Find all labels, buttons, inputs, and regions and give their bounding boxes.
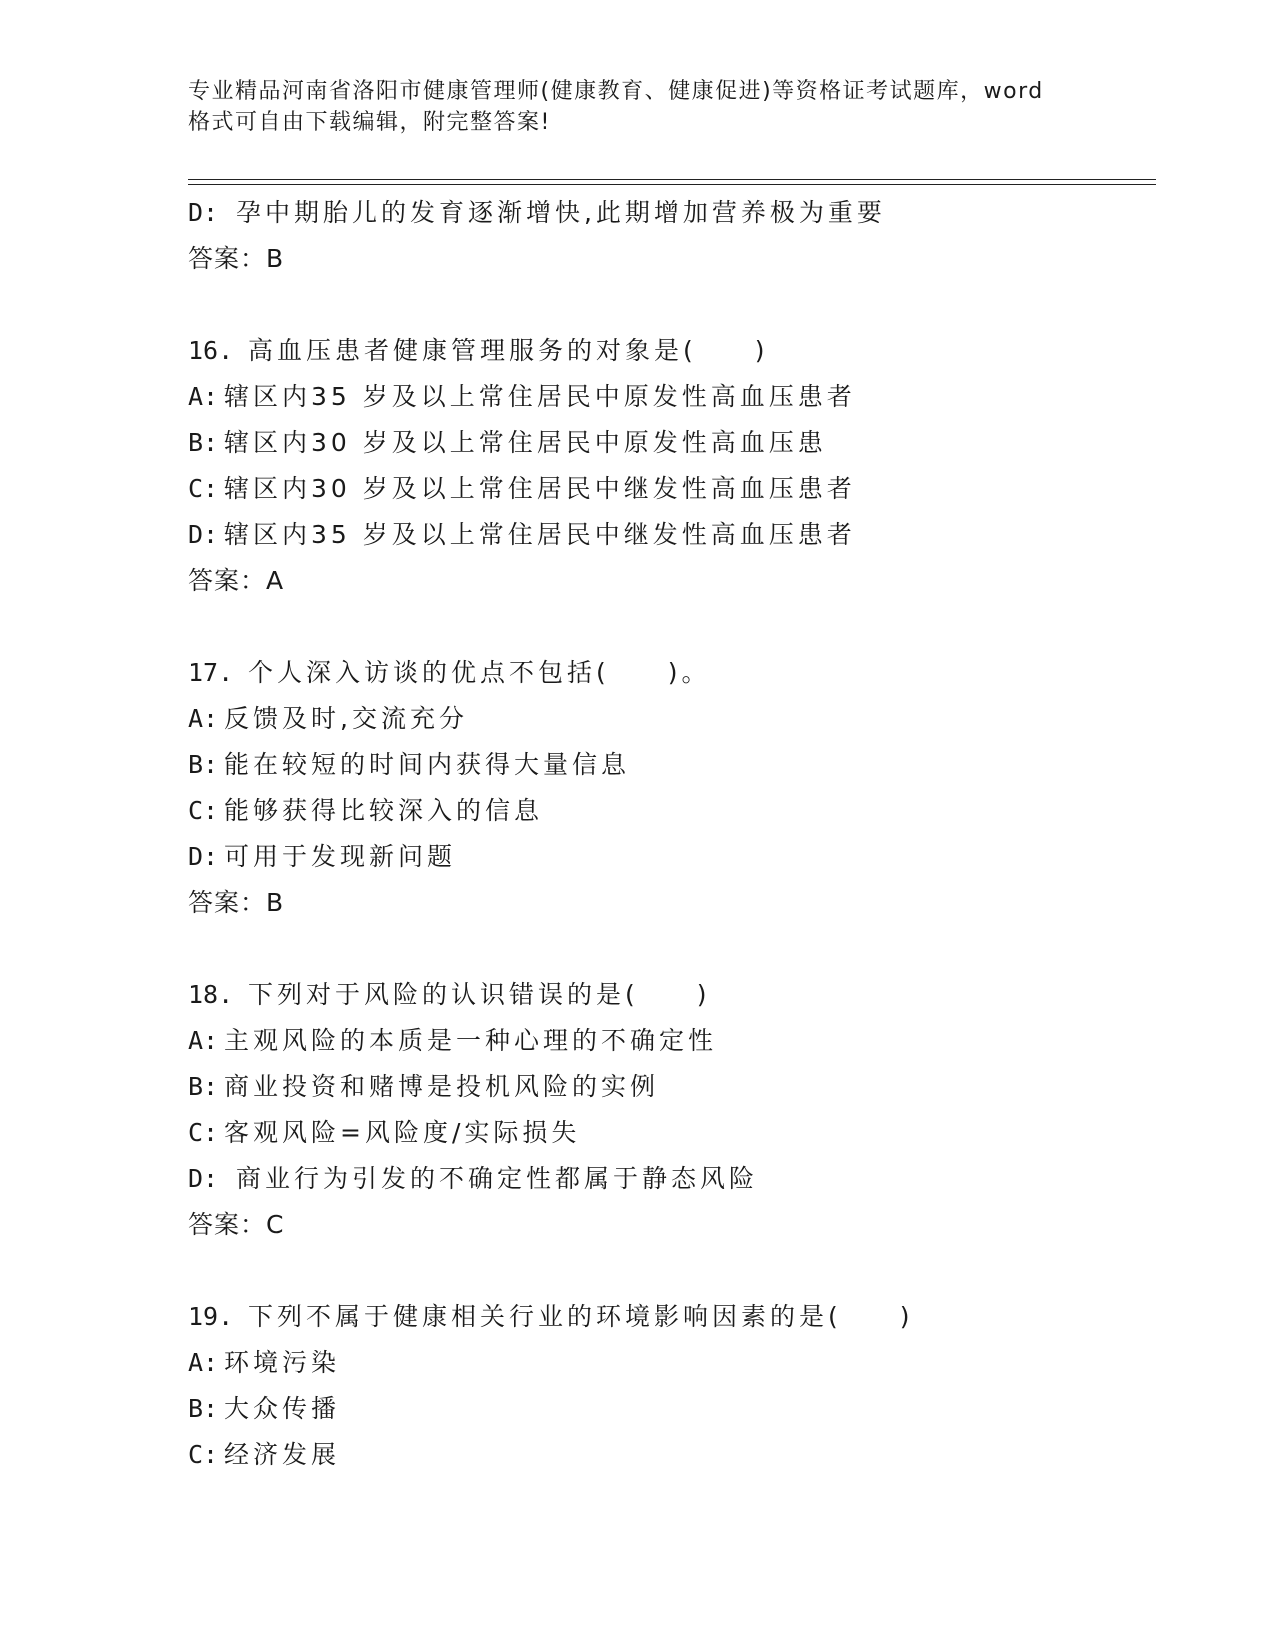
spacer	[188, 604, 1148, 650]
option-d	[188, 512, 1148, 558]
spacer	[188, 282, 1148, 328]
option-a	[188, 1018, 1148, 1064]
option-tag: D:	[188, 1164, 219, 1193]
answer-line: 答案：B	[188, 244, 285, 273]
option-text: 辖区内35 岁及以上常住居民中继发性高血压患者	[224, 520, 856, 549]
option-a	[188, 374, 1148, 420]
question-stem	[188, 1294, 1148, 1340]
question-list	[188, 190, 1148, 1478]
option-tag: A:	[188, 1348, 219, 1377]
question-stem	[188, 650, 1148, 696]
option-text: 环境污染	[224, 1348, 341, 1377]
option-text: 能在较短的时间内获得大量信息	[224, 750, 631, 779]
question-number: 19.	[188, 1302, 234, 1331]
header-divider-bottom	[188, 184, 1156, 185]
option-text: 经济发展	[224, 1440, 341, 1469]
option-tag: B:	[188, 1394, 219, 1423]
answer-line: 答案：A	[188, 566, 285, 595]
option-a	[188, 1340, 1148, 1386]
option-tag: C:	[188, 1118, 219, 1147]
option-text: 大众传播	[224, 1394, 341, 1423]
question-text: 下列不属于健康相关行业的环境影响因素的是( )	[248, 1302, 914, 1331]
option-tag: C:	[188, 474, 219, 503]
answer-line: 答案：B	[188, 888, 285, 917]
question-text: 个人深入访谈的优点不包括( )。	[248, 658, 711, 687]
option-tag: A:	[188, 1026, 219, 1055]
question-number: 18.	[188, 980, 234, 1009]
option-d	[188, 834, 1148, 880]
option-b	[188, 1386, 1148, 1432]
option-tag: A:	[188, 382, 219, 411]
question-stem	[188, 972, 1148, 1018]
option-text: 商业行为引发的不确定性都属于静态风险	[224, 1164, 758, 1193]
question-text: 下列对于风险的认识错误的是( )	[248, 980, 711, 1009]
spacer	[188, 1248, 1148, 1294]
option-a	[188, 696, 1148, 742]
answer-line: 答案：C	[188, 1210, 285, 1239]
option-b	[188, 742, 1148, 788]
option-text: 可用于发现新问题	[224, 842, 457, 871]
option-tag: D:	[188, 842, 219, 871]
question-stem	[188, 328, 1148, 374]
option-tag: B:	[188, 1072, 219, 1101]
option-tag: D:	[188, 520, 219, 549]
option-c	[188, 466, 1148, 512]
option-tag: A:	[188, 704, 219, 733]
header-divider-top	[188, 179, 1156, 180]
option-tag: B:	[188, 428, 219, 457]
option-b	[188, 1064, 1148, 1110]
option-text: 主观风险的本质是一种心理的不确定性	[224, 1026, 718, 1055]
option-text: 辖区内35 岁及以上常住居民中原发性高血压患者	[224, 382, 856, 411]
option-tag: D:	[188, 198, 219, 227]
option-tag: B:	[188, 750, 219, 779]
document-header	[188, 76, 1118, 138]
option-text: 能够获得比较深入的信息	[224, 796, 544, 825]
option-b	[188, 420, 1148, 466]
option-d	[188, 190, 1148, 236]
option-text: 商业投资和赌博是投机风险的实例	[224, 1072, 660, 1101]
spacer	[188, 926, 1148, 972]
header-line-2: 格式可自由下载编辑，附完整答案!	[188, 110, 551, 135]
option-c	[188, 1110, 1148, 1156]
question-number: 16.	[188, 336, 234, 365]
option-text: 孕中期胎儿的发育逐渐增快,此期增加营养极为重要	[224, 198, 886, 227]
option-tag: C:	[188, 1440, 219, 1469]
question-text: 高血压患者健康管理服务的对象是( )	[248, 336, 769, 365]
option-text: 辖区内30 岁及以上常住居民中原发性高血压患	[224, 428, 827, 457]
option-c	[188, 788, 1148, 834]
option-d	[188, 1156, 1148, 1202]
option-c	[188, 1432, 1148, 1478]
option-tag: C:	[188, 796, 219, 825]
option-text: 辖区内30 岁及以上常住居民中继发性高血压患者	[224, 474, 856, 503]
header-line-1: 专业精品河南省洛阳市健康管理师(健康教育、健康促进)等资格证考试题库，word	[188, 79, 1044, 104]
option-text: 客观风险=风险度/实际损失	[224, 1118, 581, 1147]
question-number: 17.	[188, 658, 234, 687]
option-text: 反馈及时,交流充分	[224, 704, 468, 733]
